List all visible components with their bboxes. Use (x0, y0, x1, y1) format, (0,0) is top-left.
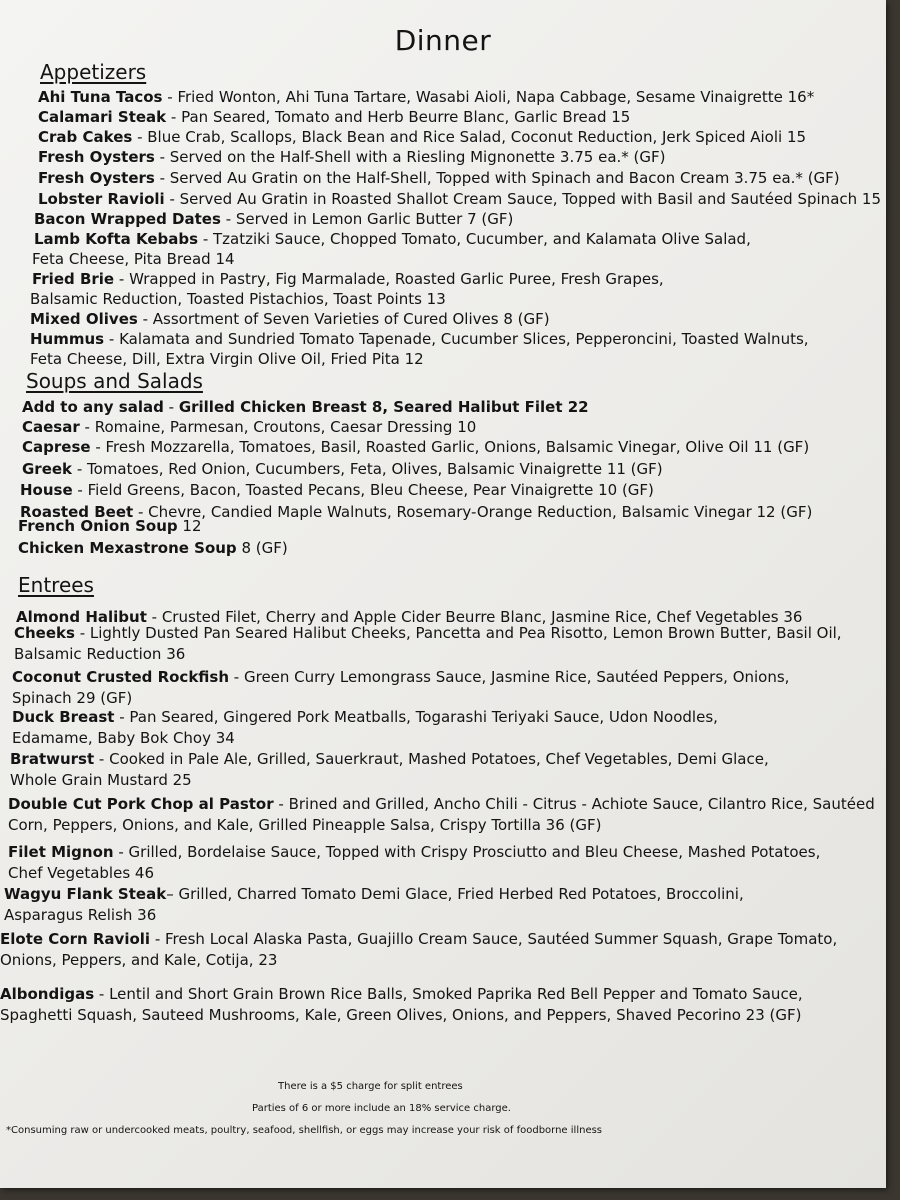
menu-item-description: Green Curry Lemongrass Sauce, Jasmine Rice, Sautéed Peppers, Onions, (243, 668, 790, 686)
menu-item: Mixed Olives - Assortment of Seven Varieties of Cured Olives 8 (GF) (30, 310, 550, 328)
menu-item: Calamari Steak - Pan Seared, Tomato and Herb Beurre Blanc, Garlic Bread 15 (38, 108, 631, 126)
menu-item-description: Fresh Local Alaska Pasta, Guajillo Cream Sauce, Sautéed Summer Squash, Grape Tomato, (165, 930, 838, 948)
menu-item-description: Fried Wonton, Ahi Tuna Tartare, Wasabi Aioli, Napa Cabbage, Sesame Vinaigrette 16* (177, 88, 815, 106)
menu-item-description: 8 (GF) (241, 539, 288, 557)
menu-item-name: Mixed Olives (30, 310, 138, 328)
menu-item: Fresh Oysters - Served Au Gratin on the Half-Shell, Topped with Spinach and Bacon Cream 3.75 ea.* (GF) (38, 169, 840, 187)
menu-item-name: Greek (22, 460, 73, 478)
menu-item-description: Grilled, Charred Tomato Demi Glace, Fried Herbed Red Potatoes, Broccolini, (178, 885, 744, 903)
menu-item-name: Duck Breast (12, 708, 115, 726)
menu-item-description: Wrapped in Pastry, Fig Marmalade, Roasted Garlic Puree, Fresh Grapes, (129, 270, 664, 288)
menu-item-description-continued: Balsamic Reduction, Toasted Pistachios, Toast Points 13 (30, 290, 446, 308)
menu-item-description: Chevre, Candied Maple Walnuts, Rosemary-Orange Reduction, Balsamic Vinegar 12 (GF) (148, 503, 813, 521)
menu-item-description: 12 (182, 517, 202, 535)
menu-notes (0, 1076, 886, 1142)
menu-item-description-continued: Balsamic Reduction 36 (14, 645, 186, 663)
menu-item: Greek - Tomatoes, Red Onion, Cucumbers, Feta, Olives, Balsamic Vinaigrette 11 (GF) (22, 460, 663, 478)
menu-item-description: Field Greens, Bacon, Toasted Pecans, Bleu Cheese, Pear Vinaigrette 10 (GF) (87, 481, 654, 499)
menu-item-description: Tzatziki Sauce, Chopped Tomato, Cucumber, and Kalamata Olive Salad, (213, 230, 751, 248)
menu-item-description: Grilled, Bordelaise Sauce, Topped with Crispy Prosciutto and Bleu Cheese, Mashed Potatoes, (128, 843, 821, 861)
menu-item (18, 517, 202, 536)
menu-item: Caesar - Romaine, Parmesan, Croutons, Caesar Dressing 10 (22, 418, 477, 436)
page-title: Dinner (394, 24, 492, 57)
menu-item: Double Cut Pork Chop al Pastor - Brined and Grilled, Ancho Chili - Citrus - Achiote Sauce, Cilantro Rice, Sautéed (8, 795, 875, 813)
section-heading-entrees: Entrees (18, 573, 94, 597)
menu-item: Almond Halibut - Crusted Filet, Cherry and Apple Cider Beurre Blanc, Jasmine Rice, Chef Vegetables 36 (16, 608, 803, 626)
menu-item-description-continued: Spinach 29 (GF) (12, 689, 133, 707)
menu-item: Lamb Kofta Kebabs - Tzatziki Sauce, Chopped Tomato, Cucumber, and Kalamata Olive Salad, (34, 230, 751, 248)
service-charge-note: Parties of 6 or more include an 18% service charge. (252, 1103, 511, 1114)
menu-item: Albondigas - Lentil and Short Grain Brown Rice Balls, Smoked Paprika Red Bell Pepper and Tomato Sauce, (0, 985, 803, 1003)
menu-item: Fresh Oysters - Served on the Half-Shell with a Riesling Mignonette 3.75 ea.* (GF) (38, 148, 666, 166)
menu-item-description: Lightly Dusted Pan Seared Halibut Cheeks, Pancetta and Pea Risotto, Lemon Brown Butter, Basil Oil, (89, 624, 842, 642)
menu-item-description: Fresh Mozzarella, Tomatoes, Basil, Roasted Garlic, Onions, Balsamic Vinegar, Olive Oil 11 (GF) (105, 438, 810, 456)
menu-item-description-continued: Edamame, Baby Bok Choy 34 (12, 729, 235, 747)
menu-item: Add to any salad - Grilled Chicken Breast 8, Seared Halibut Filet 22 (22, 398, 589, 416)
menu-item-name: Caprese (22, 438, 91, 456)
menu-item: Wagyu Flank Steak– Grilled, Charred Tomato Demi Glace, Fried Herbed Red Potatoes, Broccolini, (4, 885, 744, 903)
menu-item-description-continued: Corn, Peppers, Onions, and Kale, Grilled Pineapple Salsa, Crispy Tortilla 36 (GF) (8, 816, 602, 834)
menu-item-name: French Onion Soup (18, 517, 178, 535)
menu-item-name: Wagyu Flank Steak (4, 885, 167, 903)
menu-item-description-continued: Onions, Peppers, and Kale, Cotija, 23 (0, 951, 278, 969)
menu-item: Duck Breast - Pan Seared, Gingered Pork Meatballs, Togarashi Teriyaki Sauce, Udon Noodles, (12, 708, 718, 726)
menu-item-name: Caesar (22, 418, 80, 436)
menu-item-description: Cooked in Pale Ale, Grilled, Sauerkraut, Mashed Potatoes, Chef Vegetables, Demi Glace, (109, 750, 769, 768)
menu-item-description: Brined and Grilled, Ancho Chili - Citrus - Achiote Sauce, Cilantro Rice, Sautéed (288, 795, 875, 813)
menu-item-name: Crab Cakes (38, 128, 133, 146)
menu-item-name: Bratwurst (10, 750, 95, 768)
menu-item-description: Crusted Filet, Cherry and Apple Cider Beurre Blanc, Jasmine Rice, Chef Vegetables 36 (161, 608, 803, 626)
menu-item-name: Calamari Steak (38, 108, 167, 126)
menu-item: Coconut Crusted Rockfish - Green Curry Lemongrass Sauce, Jasmine Rice, Sautéed Peppers, Onions, (12, 668, 790, 686)
menu-item-name: Double Cut Pork Chop al Pastor (8, 795, 274, 813)
menu-item-name: Fresh Oysters (38, 169, 155, 187)
menu-item-description: Romaine, Parmesan, Croutons, Caesar Dressing 10 (94, 418, 477, 436)
menu-item-name: Bacon Wrapped Dates (34, 210, 221, 228)
menu-item-description-continued: Spaghetti Squash, Sauteed Mushrooms, Kale, Green Olives, Onions, and Peppers, Shaved Pecorino 23 (GF) (0, 1006, 802, 1024)
menu-item-description: Pan Seared, Gingered Pork Meatballs, Togarashi Teriyaki Sauce, Udon Noodles, (129, 708, 718, 726)
menu-item-name: Elote Corn Ravioli (0, 930, 151, 948)
menu-item-name: Add to any salad (22, 398, 164, 416)
menu-item-name: Albondigas (0, 985, 95, 1003)
menu-item-name: Filet Mignon (8, 843, 114, 861)
menu-item-name: Coconut Crusted Rockfish (12, 668, 230, 686)
split-charge-note: There is a $5 charge for split entrees (278, 1081, 463, 1092)
menu-item-name: Almond Halibut (16, 608, 147, 626)
menu-item-name: Fresh Oysters (38, 148, 155, 166)
menu-item-name: Roasted Beet (20, 503, 134, 521)
menu-item-description: Kalamata and Sundried Tomato Tapenade, Cucumber Slices, Pepperoncini, Toasted Walnuts, (119, 330, 809, 348)
section-heading-soups-and-salads: Soups and Salads (26, 369, 203, 393)
menu-item-description-continued: Feta Cheese, Pita Bread 14 (32, 250, 235, 268)
menu-item-name: Fried Brie (32, 270, 115, 288)
menu-item: Filet Mignon - Grilled, Bordelaise Sauce, Topped with Crispy Prosciutto and Bleu Cheese, Mashed Potatoes, (8, 843, 821, 861)
menu-item-name: Ahi Tuna Tacos (38, 88, 163, 106)
menu-item: Bacon Wrapped Dates - Served in Lemon Garlic Butter 7 (GF) (34, 210, 514, 228)
menu-item-description: Served in Lemon Garlic Butter 7 (GF) (235, 210, 514, 228)
menu-item-description-continued: Feta Cheese, Dill, Extra Virgin Olive Oil, Fried Pita 12 (30, 350, 424, 368)
section-heading-appetizers: Appetizers (40, 60, 147, 84)
menu-item: House - Field Greens, Bacon, Toasted Pecans, Bleu Cheese, Pear Vinaigrette 10 (GF) (20, 481, 654, 499)
menu-item-description: Served on the Half-Shell with a Riesling Mignonette 3.75 ea.* (GF) (169, 148, 666, 166)
menu-item-description: Grilled Chicken Breast 8, Seared Halibut Filet 22 (178, 398, 589, 416)
menu-item-description: Lentil and Short Grain Brown Rice Balls, Smoked Paprika Red Bell Pepper and Tomato Sauce, (109, 985, 803, 1003)
menu-item-name: Cheeks (14, 624, 75, 642)
menu-item-description: Blue Crab, Scallops, Black Bean and Rice Salad, Coconut Reduction, Jerk Spiced Aioli 15 (147, 128, 807, 146)
menu-item-description: Pan Seared, Tomato and Herb Beurre Blanc, Garlic Bread 15 (181, 108, 631, 126)
menu-item-description: Served Au Gratin in Roasted Shallot Cream Sauce, Topped with Basil and Sautéed Spinach 15 (179, 190, 881, 208)
menu-item: Fried Brie - Wrapped in Pastry, Fig Marmalade, Roasted Garlic Puree, Fresh Grapes, (32, 270, 664, 288)
menu-item-name: Lobster Ravioli (38, 190, 165, 208)
menu-item: Elote Corn Ravioli - Fresh Local Alaska Pasta, Guajillo Cream Sauce, Sautéed Summer Squash, Grape Tomato, (0, 930, 838, 948)
menu-item-description-continued: Asparagus Relish 36 (4, 906, 157, 924)
menu-item: Bratwurst - Cooked in Pale Ale, Grilled, Sauerkraut, Mashed Potatoes, Chef Vegetables, Demi Glace, (10, 750, 769, 768)
menu-item-name: Chicken Mexastrone Soup (18, 539, 237, 557)
menu-item-description: Assortment of Seven Varieties of Cured Olives 8 (GF) (152, 310, 550, 328)
menu-item-description: Served Au Gratin on the Half-Shell, Topped with Spinach and Bacon Cream 3.75 ea.* (GF) (169, 169, 840, 187)
menu-item: Cheeks - Lightly Dusted Pan Seared Halibut Cheeks, Pancetta and Pea Risotto, Lemon Brown Butter, Basil Oil, (14, 624, 842, 642)
menu-item (18, 539, 288, 558)
menu-item-description: Tomatoes, Red Onion, Cucumbers, Feta, Olives, Balsamic Vinaigrette 11 (GF) (87, 460, 663, 478)
menu-item-description-continued: Chef Vegetables 46 (8, 864, 154, 882)
menu-item: Hummus - Kalamata and Sundried Tomato Tapenade, Cucumber Slices, Pepperoncini, Toasted Walnuts, (30, 330, 809, 348)
menu-item: Crab Cakes - Blue Crab, Scallops, Black Bean and Rice Salad, Coconut Reduction, Jerk Spiced Aioli 15 (38, 128, 807, 146)
menu-item-name: Hummus (30, 330, 105, 348)
foodborne-illness-warning: *Consuming raw or undercooked meats, poultry, seafood, shellfish, or eggs may increase your risk of foodborne illness (6, 1125, 603, 1136)
menu-item-name: Lamb Kofta Kebabs (34, 230, 199, 248)
menu-item: Roasted Beet - Chevre, Candied Maple Walnuts, Rosemary-Orange Reduction, Balsamic Vinegar 12 (GF) (20, 503, 813, 521)
menu-item-description-continued: Whole Grain Mustard 25 (10, 771, 192, 789)
menu-item: Caprese - Fresh Mozzarella, Tomatoes, Basil, Roasted Garlic, Onions, Balsamic Vinegar, Olive Oil 11 (GF) (22, 438, 810, 456)
menu-item: Lobster Ravioli - Served Au Gratin in Roasted Shallot Cream Sauce, Topped with Basil and Sautéed Spinach 15 (38, 190, 881, 208)
menu-item: Ahi Tuna Tacos - Fried Wonton, Ahi Tuna Tartare, Wasabi Aioli, Napa Cabbage, Sesame Vinaigrette 16* (38, 88, 815, 106)
menu-item-name: House (20, 481, 73, 499)
